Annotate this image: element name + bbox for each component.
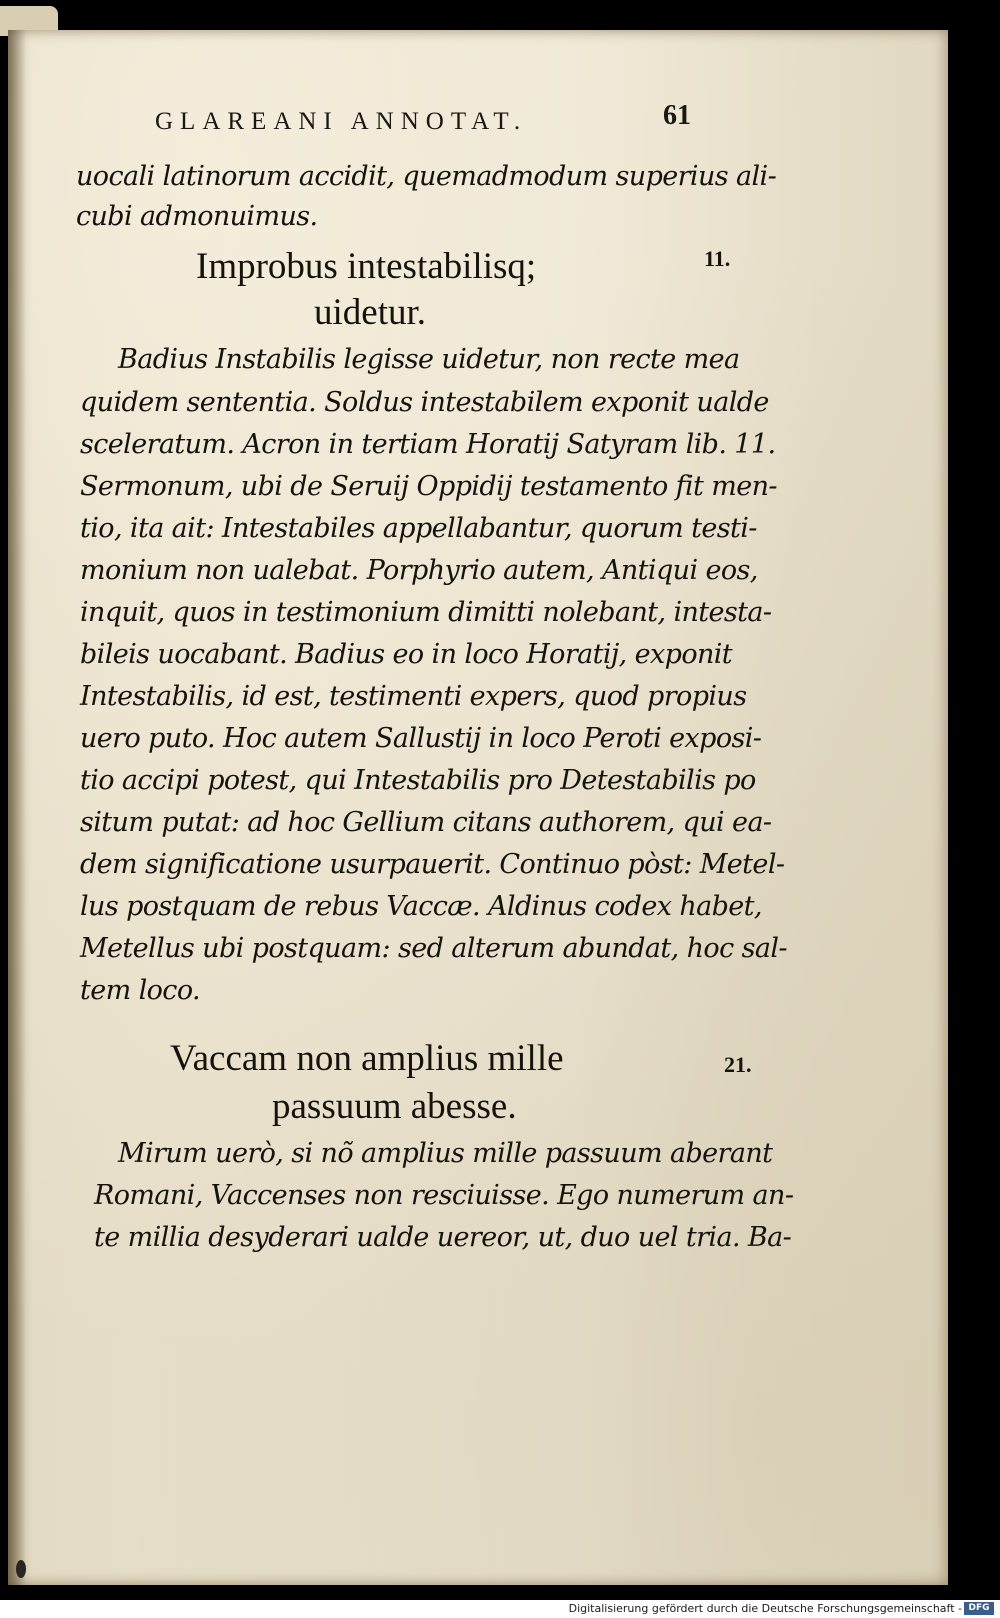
text-line: tio, ita ait: Intestabiles appellabantur, quorum testi- [80,513,757,544]
ink-blot [16,1560,26,1578]
text-line: quidem sententia. Soldus intestabilem exponit ualde [80,387,769,418]
text-line: uocali latinorum accidit, quemadmodum superius ali- [76,161,777,192]
dfg-logo-icon: DFG [964,1602,994,1615]
text-line: Metellus ubi postquam: sed alterum abundat, hoc sal- [80,933,787,964]
text-line: bileis uocabant. Badius eo in loco Horatij, exponit [80,639,733,670]
text-line: dem significatione usurpauerit. Continuo pòst: Metel- [80,849,785,880]
text-line: Intestabilis, id est, testimenti expers, quod propius [80,681,747,712]
text-line: cubi admonuimus. [76,201,318,232]
page-number: 61 [663,100,691,131]
text-line: sceleratum. Acron in tertiam Horatij Satyram lib. 11. [80,429,776,460]
section-heading: uidetur. [314,292,427,333]
text-line: Mirum uerò, si nõ amplius mille passuum aberant [118,1138,773,1169]
running-head: GLAREANI ANNOTAT. [155,108,528,135]
text-line: Badius Instabilis legisse uidetur, non recte mea [118,344,740,375]
section-heading: Improbus intestabilisq; [196,246,537,287]
digitization-footer [0,1600,1000,1618]
text-line: inquit, quos in testimonium dimitti nolebant, intesta- [80,597,772,628]
text-line: tem loco. [80,975,200,1006]
spine-shadow [8,30,26,1585]
text-line: te millia desyderari ualde uereor, ut, duo uel tria. Ba- [94,1222,792,1253]
margin-note-number: 21. [724,1052,752,1077]
text-line: lus postquam de rebus Vaccæ. Aldinus codex habet, [80,891,762,922]
text-line: monium non ualebat. Porphyrio autem, Antiqui eos, [80,555,758,586]
margin-note-number: 11. [704,246,731,271]
text-line: Romani, Vaccenses non resciuisse. Ego numerum an- [94,1180,794,1211]
section-heading: Vaccam non amplius mille [170,1038,564,1079]
text-line: situm putat: ad hoc Gellium citans authorem, qui ea- [80,807,772,838]
section-heading: passuum abesse. [272,1086,517,1127]
text-line: Sermonum, ubi de Seruij Oppidij testamento fit men- [80,471,777,502]
text-line: uero puto. Hoc autem Sallustij in loco Peroti exposi- [80,723,762,754]
text-line: tio accipi potest, qui Intestabilis pro Detestabilis po [80,765,756,796]
footer-credit: Digitalisierung gefördert durch die Deutsche Forschungsgemeinschaft - [568,1602,962,1615]
